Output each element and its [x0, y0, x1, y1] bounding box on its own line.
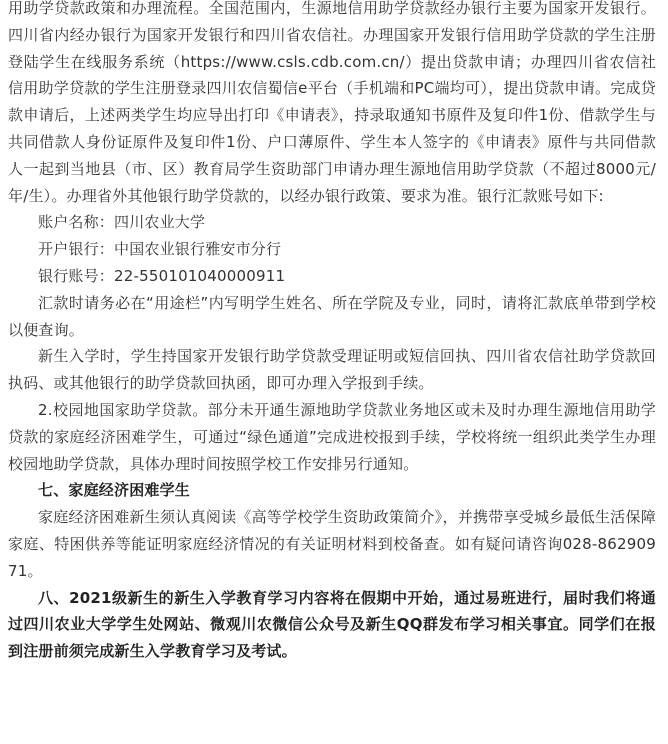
bank-line: 开户银行：中国农业银行雅安市分行: [38, 240, 282, 259]
account-name-line: 账户名称：四川农业大学: [38, 213, 206, 232]
freshman-enrollment-paragraph: 新生入学时，学生持国家开发银行助学贷款受理证明或短信回执、四川省农信社助学贷款回执码、或其他银行的助学贷款回执函，即可办理入学报到手续。: [8, 347, 656, 393]
section-8-paragraph: 八、2021级新生的新生入学教育学习内容将在假期中开始，通过易班进行，届时我们将通过四川农业大学学生处网站、微观川农微信公众号及新生QQ群发布学习相关事宜。同学们在报到注册前须完成新生入学教育学习及考试。: [8, 588, 656, 661]
loan-policy-paragraph: 用助学贷款政策和办理流程。全国范围内，生源地信用助学贷款经办银行主要为国家开发银行。四川省内经办银行为国家开发银行和四川省农信社。办理国家开发银行信用助学贷款的学生注册登陆学生在线服务系统（https://www.csls.cdb.com.cn/）提出贷款申请；办理四川省农信社信用助学贷款的学生注册登录四川农信蜀信e平台（手机端和PC端均可），提出贷款申请。完成贷款申请后，上述两类学生均应导出打印《申请表》，持录取通知书原件及复印件1份、借款学生与共同借款人身份证原件及复印件1份、户口薄原件、学生本人签字的《申请表》原件与共同借款人一起到当地县（市、区）教育局学生资助部门申请办理生源地信用助学贷款（不超过8000元/年/生）。办理省外其他银行助学贷款的，以经办银行政策、要求为准。银行汇款账号如下:: [8, 0, 656, 205]
section-7-body: 家庭经济困难新生须认真阅读《高等学校学生资助政策简介》，并携带享受城乡最低生活保障家庭、特困供养等能证明家庭经济情况的有关证明材料到校备查。如有疑问请咨询028-86290971。: [8, 508, 656, 580]
account-number-line: 银行账号：22-550101040000911: [38, 266, 286, 285]
section-7-heading: 七、家庭经济困难学生: [38, 481, 191, 500]
campus-loan-paragraph: 2.校园地国家助学贷款。部分未开通生源地助学贷款业务地区或未及时办理生源地信用助学贷款的家庭经济困难学生，可通过“绿色通道”完成进校报到手续，学校将统一组织此类学生办理校园地助学贷款，具体办理时间按照学校工作安排另行通知。: [8, 400, 656, 473]
remittance-note-paragraph: 汇款时请务必在“用途栏”内写明学生姓名、所在学院及专业，同时，请将汇款底单带到学校以便查询。: [8, 293, 656, 339]
